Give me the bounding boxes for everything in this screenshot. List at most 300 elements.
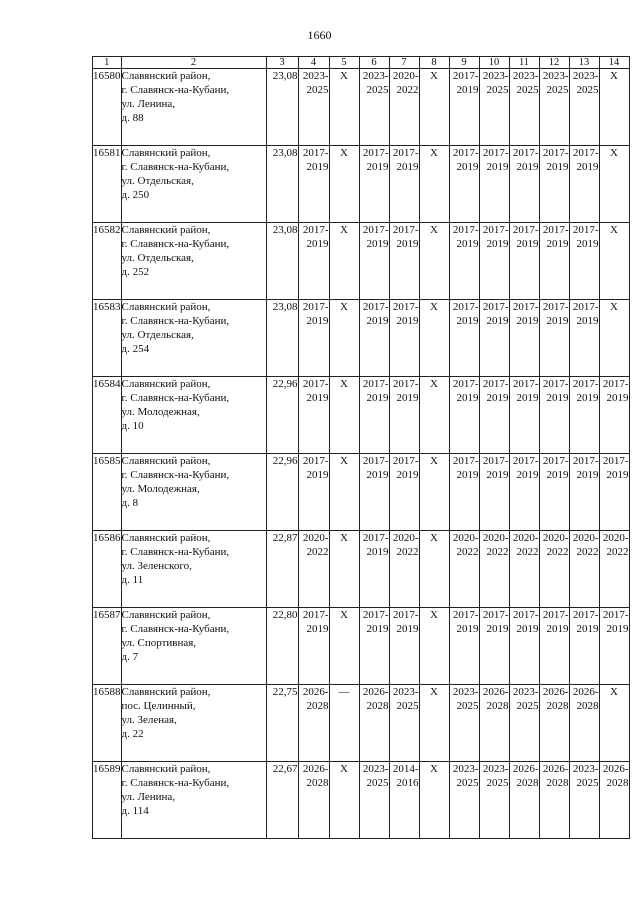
table-row <box>93 146 630 223</box>
column-8-cell: X <box>419 377 449 454</box>
column-13-cell <box>569 531 599 608</box>
period-line: 2022 <box>516 546 539 558</box>
period-line: 2017- <box>362 378 389 390</box>
column-12-cell <box>539 300 569 377</box>
period-line: 2019 <box>396 161 419 173</box>
address-cell <box>121 69 266 146</box>
column-4-cell <box>298 454 329 531</box>
column-13-cell <box>569 300 599 377</box>
record-number-cell: 16587 <box>93 608 122 685</box>
period-line: 2022 <box>546 546 569 558</box>
period-line: 2023- <box>362 763 389 775</box>
period-line: 2019 <box>546 469 569 481</box>
period-line: 2023- <box>392 686 419 698</box>
address-cell <box>121 531 266 608</box>
column-header-3: 3 <box>266 57 298 69</box>
column-7-cell <box>389 69 419 146</box>
column-6-cell <box>359 685 389 762</box>
value-cell: 23,08 <box>266 223 298 300</box>
period-line: 2017- <box>302 378 329 390</box>
period-line: 2019 <box>306 161 329 173</box>
record-number-cell: 16581 <box>93 146 122 223</box>
column-header-8: 8 <box>419 57 449 69</box>
column-11-cell <box>509 377 539 454</box>
column-4-cell <box>298 146 329 223</box>
address-line: пос. Целинный, <box>121 700 196 712</box>
period-line: 2028 <box>366 700 389 712</box>
address-line: ул. Отдельская, <box>121 252 194 264</box>
column-13-cell <box>569 454 599 531</box>
period-line: 2026- <box>362 686 389 698</box>
address-line: г. Славянск-на-Кубани, <box>121 161 230 173</box>
address-cell <box>121 146 266 223</box>
value-cell: 22,80 <box>266 608 298 685</box>
period-line: 2028 <box>486 700 509 712</box>
column-12-cell <box>539 377 569 454</box>
column-6-cell <box>359 608 389 685</box>
period-line: 2016 <box>396 777 419 789</box>
address-line: д. 7 <box>121 651 139 663</box>
address-line: г. Славянск-на-Кубани, <box>121 84 230 96</box>
period-line: 2022 <box>396 546 419 558</box>
period-line: 2019 <box>546 623 569 635</box>
period-line: 2019 <box>306 623 329 635</box>
period-line: 2017- <box>452 224 479 236</box>
column-13-cell <box>569 69 599 146</box>
period-line: 2019 <box>546 238 569 250</box>
period-line: 2019 <box>306 238 329 250</box>
period-line: 2023- <box>362 70 389 82</box>
period-line: 2026- <box>542 763 569 775</box>
column-header-4: 4 <box>298 57 329 69</box>
period-line: 2017- <box>512 147 539 159</box>
address-line: г. Славянск-на-Кубани, <box>121 777 230 789</box>
address-line: г. Славянск-на-Кубани, <box>121 623 230 635</box>
column-14-cell: X <box>599 223 629 300</box>
period-line: 2020- <box>392 70 419 82</box>
address-line: д. 114 <box>121 805 149 817</box>
period-line: 2028 <box>606 777 629 789</box>
period-line: 2022 <box>576 546 599 558</box>
address-cell <box>121 608 266 685</box>
period-line: 2019 <box>366 315 389 327</box>
table-row <box>93 762 630 839</box>
column-11-cell <box>509 762 539 839</box>
address-line: ул. Молодежная, <box>121 406 200 418</box>
column-10-cell <box>479 377 509 454</box>
period-line: 2023- <box>512 686 539 698</box>
period-line: 2019 <box>456 238 479 250</box>
column-12-cell <box>539 685 569 762</box>
period-line: 2019 <box>486 238 509 250</box>
period-line: 2019 <box>396 238 419 250</box>
column-6-cell <box>359 223 389 300</box>
column-11-cell <box>509 608 539 685</box>
column-9-cell <box>449 531 479 608</box>
period-line: 2019 <box>486 315 509 327</box>
period-line: 2025 <box>516 84 539 96</box>
column-10-cell <box>479 762 509 839</box>
period-line: 2019 <box>456 469 479 481</box>
column-9-cell <box>449 223 479 300</box>
column-header-10: 10 <box>479 57 509 69</box>
value-cell: 23,08 <box>266 300 298 377</box>
column-8-cell: X <box>419 300 449 377</box>
column-12-cell <box>539 762 569 839</box>
column-header-12: 12 <box>539 57 569 69</box>
period-line: 2019 <box>366 469 389 481</box>
column-8-cell: X <box>419 454 449 531</box>
column-9-cell <box>449 685 479 762</box>
column-12-cell <box>539 531 569 608</box>
column-6-cell <box>359 454 389 531</box>
header-row <box>93 57 630 69</box>
period-line: 2019 <box>366 238 389 250</box>
period-line: 2025 <box>546 84 569 96</box>
period-line: 2019 <box>456 392 479 404</box>
period-line: 2025 <box>516 700 539 712</box>
period-line: 2017- <box>452 609 479 621</box>
column-7-cell <box>389 146 419 223</box>
column-14-cell <box>599 377 629 454</box>
period-line: 2017- <box>482 609 509 621</box>
period-line: 2023- <box>572 763 599 775</box>
period-line: 2023- <box>572 70 599 82</box>
period-line: 2022 <box>396 84 419 96</box>
period-line: 2017- <box>302 609 329 621</box>
period-line: 2019 <box>456 623 479 635</box>
period-line: 2017- <box>542 378 569 390</box>
column-6-cell <box>359 762 389 839</box>
column-5-cell: X <box>329 762 359 839</box>
period-line: 2017- <box>542 224 569 236</box>
record-number-cell: 16580 <box>93 69 122 146</box>
column-7-cell <box>389 608 419 685</box>
period-line: 2023- <box>542 70 569 82</box>
column-5-cell: X <box>329 223 359 300</box>
period-line: 2019 <box>606 469 629 481</box>
column-header-14: 14 <box>599 57 629 69</box>
period-line: 2017- <box>572 609 599 621</box>
column-13-cell <box>569 223 599 300</box>
value-cell: 22,87 <box>266 531 298 608</box>
column-14-cell: X <box>599 685 629 762</box>
period-line: 2019 <box>396 469 419 481</box>
address-line: ул. Зеленского, <box>121 560 192 572</box>
address-line: ул. Ленина, <box>121 98 176 110</box>
period-line: 2020- <box>602 532 629 544</box>
address-line: г. Славянск-на-Кубани, <box>121 392 230 404</box>
period-line: 2019 <box>396 623 419 635</box>
period-line: 2017- <box>572 378 599 390</box>
column-9-cell <box>449 69 479 146</box>
column-11-cell <box>509 685 539 762</box>
column-4-cell <box>298 300 329 377</box>
address-line: г. Славянск-на-Кубани, <box>121 315 230 327</box>
period-line: 2019 <box>366 392 389 404</box>
column-5-cell: X <box>329 454 359 531</box>
column-header-2: 2 <box>121 57 266 69</box>
address-line: Славянский район, <box>121 532 211 544</box>
period-line: 2026- <box>572 686 599 698</box>
period-line: 2017- <box>482 378 509 390</box>
period-line: 2017- <box>362 532 389 544</box>
period-line: 2017- <box>362 301 389 313</box>
register-table <box>92 56 630 839</box>
table-row <box>93 69 630 146</box>
column-7-cell <box>389 454 419 531</box>
period-line: 2019 <box>606 623 629 635</box>
address-cell <box>121 762 266 839</box>
period-line: 2020- <box>512 532 539 544</box>
value-cell: 23,08 <box>266 69 298 146</box>
period-line: 2017- <box>542 301 569 313</box>
column-6-cell <box>359 377 389 454</box>
period-line: 2025 <box>456 777 479 789</box>
table-row <box>93 454 630 531</box>
address-line: Славянский район, <box>121 686 211 698</box>
value-cell: 22,75 <box>266 685 298 762</box>
column-7-cell <box>389 377 419 454</box>
column-12-cell <box>539 146 569 223</box>
period-line: 2023- <box>452 763 479 775</box>
column-header-11: 11 <box>509 57 539 69</box>
period-line: 2025 <box>396 700 419 712</box>
address-line: д. 11 <box>121 574 144 586</box>
period-line: 2017- <box>512 609 539 621</box>
period-line: 2019 <box>456 315 479 327</box>
column-11-cell <box>509 454 539 531</box>
period-line: 2028 <box>546 777 569 789</box>
column-10-cell <box>479 146 509 223</box>
period-line: 2025 <box>576 84 599 96</box>
period-line: 2028 <box>576 700 599 712</box>
column-8-cell: X <box>419 608 449 685</box>
column-14-cell: X <box>599 146 629 223</box>
column-14-cell <box>599 608 629 685</box>
table-row <box>93 300 630 377</box>
period-line: 2028 <box>516 777 539 789</box>
period-line: 2017- <box>572 147 599 159</box>
column-10-cell <box>479 531 509 608</box>
column-14-cell: X <box>599 300 629 377</box>
period-line: 2017- <box>302 147 329 159</box>
period-line: 2017- <box>452 147 479 159</box>
period-line: 2020- <box>572 532 599 544</box>
column-7-cell <box>389 531 419 608</box>
column-10-cell <box>479 454 509 531</box>
column-14-cell <box>599 454 629 531</box>
period-line: 2017- <box>362 609 389 621</box>
column-12-cell <box>539 69 569 146</box>
period-line: 2017- <box>542 609 569 621</box>
period-line: 2026- <box>302 686 329 698</box>
period-line: 2019 <box>456 161 479 173</box>
column-8-cell: X <box>419 69 449 146</box>
column-5-cell: X <box>329 377 359 454</box>
column-6-cell <box>359 146 389 223</box>
period-line: 2020- <box>482 532 509 544</box>
record-number-cell: 16586 <box>93 531 122 608</box>
period-line: 2017- <box>452 301 479 313</box>
record-number-cell: 16583 <box>93 300 122 377</box>
period-line: 2019 <box>456 84 479 96</box>
period-line: 2022 <box>306 546 329 558</box>
period-line: 2028 <box>546 700 569 712</box>
address-cell <box>121 377 266 454</box>
period-line: 2025 <box>366 84 389 96</box>
address-line: ул. Ленина, <box>121 791 176 803</box>
period-line: 2019 <box>606 392 629 404</box>
period-line: 2025 <box>306 84 329 96</box>
column-14-cell <box>599 531 629 608</box>
period-line: 2019 <box>516 392 539 404</box>
column-6-cell <box>359 69 389 146</box>
column-5-cell: X <box>329 300 359 377</box>
column-11-cell <box>509 69 539 146</box>
address-line: ул. Отдельская, <box>121 175 194 187</box>
period-line: 2023- <box>482 70 509 82</box>
period-line: 2019 <box>516 161 539 173</box>
address-line: д. 88 <box>121 112 144 124</box>
period-line: 2017- <box>452 70 479 82</box>
period-line: 2023- <box>482 763 509 775</box>
period-line: 2017- <box>572 455 599 467</box>
period-line: 2019 <box>546 315 569 327</box>
column-5-cell: X <box>329 531 359 608</box>
period-line: 2017- <box>302 301 329 313</box>
period-line: 2026- <box>602 763 629 775</box>
address-line: ул. Отдельская, <box>121 329 194 341</box>
period-line: 2017- <box>452 455 479 467</box>
period-line: 2017- <box>302 455 329 467</box>
column-6-cell <box>359 531 389 608</box>
column-14-cell <box>599 762 629 839</box>
address-cell <box>121 300 266 377</box>
period-line: 2017- <box>392 147 419 159</box>
column-9-cell <box>449 608 479 685</box>
period-line: 2017- <box>392 224 419 236</box>
column-10-cell <box>479 223 509 300</box>
column-11-cell <box>509 531 539 608</box>
period-line: 2017- <box>482 147 509 159</box>
column-4-cell <box>298 377 329 454</box>
period-line: 2019 <box>576 161 599 173</box>
record-number-cell: 16589 <box>93 762 122 839</box>
period-line: 2022 <box>486 546 509 558</box>
period-line: 2017- <box>392 455 419 467</box>
column-4-cell <box>298 531 329 608</box>
column-8-cell: X <box>419 531 449 608</box>
column-12-cell <box>539 223 569 300</box>
period-line: 2019 <box>306 315 329 327</box>
column-header-5: 5 <box>329 57 359 69</box>
record-number-cell: 16588 <box>93 685 122 762</box>
column-10-cell <box>479 69 509 146</box>
column-10-cell <box>479 685 509 762</box>
address-line: Славянский район, <box>121 301 211 313</box>
column-header-9: 9 <box>449 57 479 69</box>
period-line: 2025 <box>486 777 509 789</box>
period-line: 2017- <box>482 224 509 236</box>
column-12-cell <box>539 608 569 685</box>
address-line: г. Славянск-на-Кубани, <box>121 546 230 558</box>
period-line: 2019 <box>486 161 509 173</box>
period-line: 2017- <box>542 147 569 159</box>
period-line: 2023- <box>452 686 479 698</box>
column-8-cell: X <box>419 146 449 223</box>
column-header-13: 13 <box>569 57 599 69</box>
period-line: 2023- <box>512 70 539 82</box>
record-number-cell: 16585 <box>93 454 122 531</box>
period-line: 2019 <box>366 161 389 173</box>
period-line: 2019 <box>516 623 539 635</box>
column-10-cell <box>479 608 509 685</box>
period-line: 2017- <box>512 301 539 313</box>
address-line: г. Славянск-на-Кубани, <box>121 469 230 481</box>
period-line: 2019 <box>306 392 329 404</box>
period-line: 2017- <box>482 301 509 313</box>
period-line: 2017- <box>572 301 599 313</box>
column-11-cell <box>509 223 539 300</box>
column-10-cell <box>479 300 509 377</box>
address-line: ул. Зеленая, <box>121 714 177 726</box>
table-row <box>93 531 630 608</box>
period-line: 2028 <box>306 777 329 789</box>
period-line: 2019 <box>576 469 599 481</box>
period-line: 2019 <box>366 546 389 558</box>
column-5-cell: X <box>329 146 359 223</box>
column-13-cell <box>569 377 599 454</box>
column-7-cell <box>389 762 419 839</box>
period-line: 2019 <box>516 469 539 481</box>
column-13-cell <box>569 146 599 223</box>
column-13-cell <box>569 685 599 762</box>
period-line: 2017- <box>452 378 479 390</box>
period-line: 2019 <box>576 392 599 404</box>
address-line: д. 10 <box>121 420 144 432</box>
period-line: 2025 <box>486 84 509 96</box>
period-line: 2017- <box>392 301 419 313</box>
period-line: 2019 <box>306 469 329 481</box>
period-line: 2017- <box>602 455 629 467</box>
period-line: 2017- <box>362 147 389 159</box>
address-line: Славянский район, <box>121 147 211 159</box>
address-line: Славянский район, <box>121 763 211 775</box>
period-line: 2022 <box>456 546 479 558</box>
period-line: 2019 <box>546 392 569 404</box>
table-row <box>93 608 630 685</box>
address-line: Славянский район, <box>121 224 211 236</box>
column-header-7: 7 <box>389 57 419 69</box>
column-9-cell <box>449 146 479 223</box>
address-line: д. 250 <box>121 189 150 201</box>
period-line: 2019 <box>516 238 539 250</box>
column-4-cell <box>298 685 329 762</box>
address-line: г. Славянск-на-Кубани, <box>121 238 230 250</box>
period-line: 2017- <box>512 455 539 467</box>
period-line: 2017- <box>602 609 629 621</box>
period-line: 2017- <box>542 455 569 467</box>
period-line: 2022 <box>606 546 629 558</box>
period-line: 2014- <box>392 763 419 775</box>
address-line: д. 254 <box>121 343 150 355</box>
period-line: 2025 <box>456 700 479 712</box>
column-5-cell: X <box>329 608 359 685</box>
period-line: 2019 <box>366 623 389 635</box>
address-line: ул. Молодежная, <box>121 483 200 495</box>
column-9-cell <box>449 454 479 531</box>
